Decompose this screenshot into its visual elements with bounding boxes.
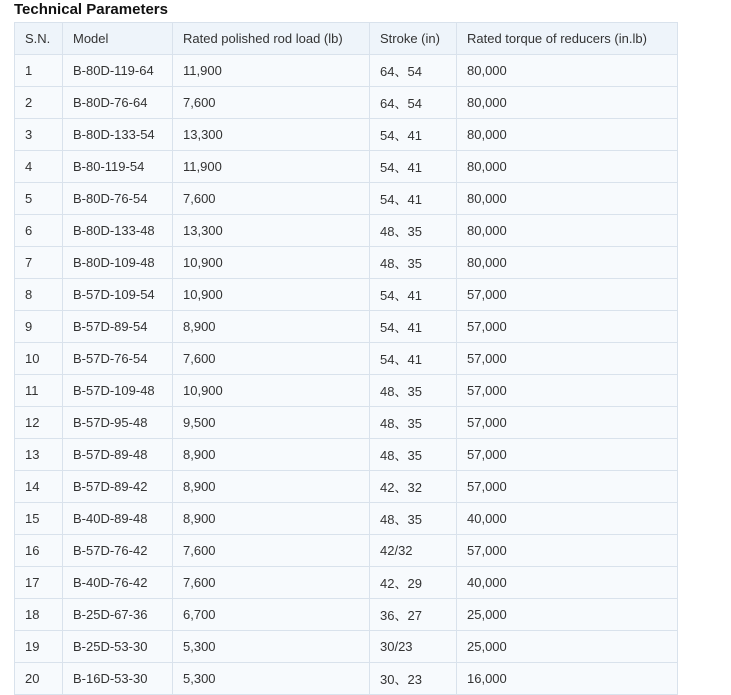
table-row: [15, 151, 678, 183]
cell-serial-number: 13: [15, 439, 63, 471]
cell-model: B-80D-76-54: [63, 183, 173, 215]
cell-rated-torque: 57,000: [457, 407, 678, 439]
cell-rated-torque: 80,000: [457, 119, 678, 151]
cell-model: B-80D-119-64: [63, 55, 173, 87]
cell-rated-load: 7,600: [173, 87, 370, 119]
cell-serial-number: 20: [15, 663, 63, 695]
table-row: [15, 343, 678, 375]
cell-rated-torque: 80,000: [457, 247, 678, 279]
cell-model: B-57D-89-42: [63, 471, 173, 503]
cell-serial-number: 3: [15, 119, 63, 151]
cell-stroke: 54、41: [370, 119, 457, 151]
cell-stroke: 54、41: [370, 279, 457, 311]
table-row: [15, 503, 678, 535]
cell-rated-load: 13,300: [173, 119, 370, 151]
cell-stroke: 30/23: [370, 631, 457, 663]
cell-stroke: 48、35: [370, 375, 457, 407]
cell-rated-torque: 57,000: [457, 311, 678, 343]
cell-model: B-16D-53-30: [63, 663, 173, 695]
cell-rated-load: 13,300: [173, 215, 370, 247]
cell-stroke: 48、35: [370, 215, 457, 247]
cell-serial-number: 4: [15, 151, 63, 183]
cell-serial-number: 16: [15, 535, 63, 567]
cell-model: B-40D-89-48: [63, 503, 173, 535]
cell-rated-load: 7,600: [173, 183, 370, 215]
cell-stroke: 54、41: [370, 343, 457, 375]
cell-rated-torque: 57,000: [457, 343, 678, 375]
cell-stroke: 64、54: [370, 55, 457, 87]
table-row: [15, 87, 678, 119]
cell-rated-load: 5,300: [173, 631, 370, 663]
cell-stroke: 54、41: [370, 151, 457, 183]
cell-rated-load: 5,300: [173, 663, 370, 695]
cell-rated-torque: 57,000: [457, 471, 678, 503]
header-rated-load: Rated polished rod load (lb): [173, 23, 370, 55]
cell-rated-torque: 57,000: [457, 439, 678, 471]
header-stroke: Stroke (in): [370, 23, 457, 55]
cell-model: B-57D-109-54: [63, 279, 173, 311]
table-row: [15, 567, 678, 599]
cell-rated-torque: 80,000: [457, 87, 678, 119]
cell-rated-torque: 80,000: [457, 151, 678, 183]
cell-model: B-25D-53-30: [63, 631, 173, 663]
table-header-row: [15, 23, 678, 55]
cell-rated-torque: 57,000: [457, 279, 678, 311]
cell-rated-torque: 80,000: [457, 55, 678, 87]
cell-rated-load: 7,600: [173, 567, 370, 599]
cell-model: B-25D-67-36: [63, 599, 173, 631]
cell-model: B-80D-133-48: [63, 215, 173, 247]
cell-model: B-80D-109-48: [63, 247, 173, 279]
cell-stroke: 54、41: [370, 311, 457, 343]
table-row: [15, 375, 678, 407]
cell-rated-load: 8,900: [173, 439, 370, 471]
cell-serial-number: 11: [15, 375, 63, 407]
cell-serial-number: 2: [15, 87, 63, 119]
cell-stroke: 48、35: [370, 439, 457, 471]
cell-rated-load: 11,900: [173, 55, 370, 87]
cell-serial-number: 6: [15, 215, 63, 247]
cell-stroke: 48、35: [370, 407, 457, 439]
cell-rated-load: 10,900: [173, 375, 370, 407]
cell-stroke: 48、35: [370, 503, 457, 535]
cell-model: B-80D-76-64: [63, 87, 173, 119]
cell-rated-torque: 40,000: [457, 567, 678, 599]
cell-rated-torque: 57,000: [457, 375, 678, 407]
cell-model: B-57D-89-54: [63, 311, 173, 343]
cell-rated-load: 8,900: [173, 503, 370, 535]
cell-model: B-80D-133-54: [63, 119, 173, 151]
table-body: [15, 55, 678, 695]
cell-rated-load: 9,500: [173, 407, 370, 439]
table-row: [15, 311, 678, 343]
cell-rated-load: 10,900: [173, 247, 370, 279]
cell-serial-number: 19: [15, 631, 63, 663]
cell-serial-number: 7: [15, 247, 63, 279]
cell-stroke: 42/32: [370, 535, 457, 567]
cell-stroke: 30、23: [370, 663, 457, 695]
cell-rated-load: 7,600: [173, 343, 370, 375]
cell-model: B-57D-76-42: [63, 535, 173, 567]
table-row: [15, 599, 678, 631]
cell-model: B-57D-95-48: [63, 407, 173, 439]
cell-rated-torque: 25,000: [457, 631, 678, 663]
table-row: [15, 119, 678, 151]
cell-serial-number: 15: [15, 503, 63, 535]
cell-stroke: 54、41: [370, 183, 457, 215]
table-row: [15, 215, 678, 247]
cell-rated-torque: 16,000: [457, 663, 678, 695]
cell-stroke: 42、32: [370, 471, 457, 503]
cell-model: B-40D-76-42: [63, 567, 173, 599]
table-row: [15, 439, 678, 471]
cell-serial-number: 10: [15, 343, 63, 375]
cell-serial-number: 5: [15, 183, 63, 215]
cell-rated-load: 10,900: [173, 279, 370, 311]
cell-model: B-57D-109-48: [63, 375, 173, 407]
cell-model: B-80-119-54: [63, 151, 173, 183]
technical-parameters-table: [14, 22, 678, 695]
cell-rated-torque: 25,000: [457, 599, 678, 631]
cell-rated-load: 11,900: [173, 151, 370, 183]
table-row: [15, 471, 678, 503]
cell-rated-torque: 80,000: [457, 215, 678, 247]
cell-stroke: 64、54: [370, 87, 457, 119]
cell-rated-load: 7,600: [173, 535, 370, 567]
cell-serial-number: 17: [15, 567, 63, 599]
table-row: [15, 279, 678, 311]
table-row: [15, 631, 678, 663]
cell-serial-number: 18: [15, 599, 63, 631]
table-row: [15, 55, 678, 87]
cell-serial-number: 14: [15, 471, 63, 503]
cell-rated-load: 8,900: [173, 311, 370, 343]
page-title: Technical Parameters: [14, 1, 168, 18]
table-row: [15, 247, 678, 279]
cell-serial-number: 1: [15, 55, 63, 87]
table-header: [15, 23, 678, 55]
table-row: [15, 183, 678, 215]
cell-rated-load: 8,900: [173, 471, 370, 503]
table-row: [15, 535, 678, 567]
cell-stroke: 36、27: [370, 599, 457, 631]
header-model: Model: [63, 23, 173, 55]
header-rated-torque: Rated torque of reducers (in.lb): [457, 23, 678, 55]
cell-serial-number: 12: [15, 407, 63, 439]
header-serial-number: S.N.: [15, 23, 63, 55]
cell-serial-number: 9: [15, 311, 63, 343]
cell-rated-torque: 80,000: [457, 183, 678, 215]
cell-model: B-57D-76-54: [63, 343, 173, 375]
cell-rated-torque: 57,000: [457, 535, 678, 567]
table-row: [15, 407, 678, 439]
cell-rated-torque: 40,000: [457, 503, 678, 535]
cell-serial-number: 8: [15, 279, 63, 311]
cell-stroke: 48、35: [370, 247, 457, 279]
cell-stroke: 42、29: [370, 567, 457, 599]
cell-rated-load: 6,700: [173, 599, 370, 631]
cell-model: B-57D-89-48: [63, 439, 173, 471]
table-row: [15, 663, 678, 695]
